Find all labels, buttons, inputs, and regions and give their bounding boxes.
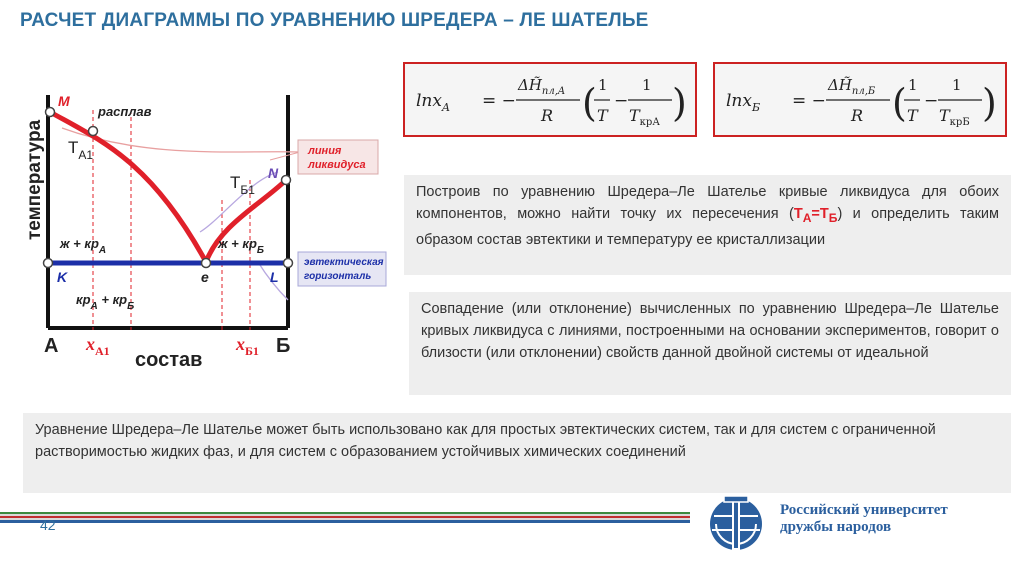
university-name-line1: Российский университет: [780, 502, 948, 518]
svg-text:ΔH̃пл,Б: $\Delta H̃_{пл,Б}$: [828, 75, 876, 97]
footer-stripe-green: [0, 512, 690, 514]
text-block-1-part2: ) и определить таким образом состав эвтектики и температуру ее кристаллизации: [416, 206, 999, 248]
svg-text:lnxA: lnx$_A$: [416, 90, 450, 114]
svg-text:= −: = −: [482, 90, 516, 111]
ta1-label: $T_{А1}$: [68, 138, 94, 162]
liquidus-callout-text-1: линия: [308, 145, 342, 157]
university-name-line2: дружбы народов: [780, 519, 892, 535]
formula-b-box: [713, 62, 1007, 137]
point-k-marker: [44, 259, 53, 268]
y-axis-label: температура: [24, 119, 45, 240]
svg-text:−: −: [614, 90, 629, 111]
svg-text:1: 1: [908, 75, 918, 94]
text-block-1: [404, 175, 1011, 275]
svg-text:(: (: [582, 80, 597, 125]
svg-text:TкрА: $T_{крА}$: [629, 105, 660, 128]
svg-text:(: (: [892, 80, 907, 125]
eutectic-callout-text-2: горизонталь: [304, 271, 372, 282]
region-right-label: $ж + кр_Б$: [218, 236, 265, 256]
tb1-label: $T_{Б1}$: [230, 173, 255, 197]
formula-b: [720, 66, 1000, 134]
footer-stripes: [0, 512, 690, 524]
point-e-label: e: [201, 269, 209, 285]
formula-a-box: [403, 62, 697, 137]
text-block-1-part1: Построив по уравнению Шредера–Ле Шателье кривые ликвидуса для обоих компонентов, можно найти точку их пересечения (: [416, 184, 999, 222]
svg-text:= −: = −: [792, 90, 826, 111]
phase-diagram: [0, 80, 400, 390]
point-l-marker: [284, 259, 293, 268]
liquidus-callout: [298, 140, 378, 174]
svg-text:R: R: [541, 105, 554, 125]
page-number: 42: [40, 517, 56, 533]
liquidus-callout-leader: [270, 152, 300, 160]
svg-text:−: −: [924, 90, 939, 111]
point-k-label: K: [57, 269, 68, 285]
svg-text:): ): [982, 80, 997, 125]
footer-stripe-grey-1: [0, 514, 690, 516]
footer-stripe-blue: [0, 520, 690, 523]
svg-text:1: 1: [952, 75, 962, 94]
region-bottom-label: $кр_А + кр_Б$: [76, 292, 135, 312]
component-a-label: А: [44, 335, 59, 357]
footer-stripe-grey-2: [0, 518, 690, 520]
svg-text:1: 1: [598, 75, 608, 94]
eutectic-callout: [298, 252, 386, 286]
text-block-2: Совпадение (или отклонение) вычисленных по уравнению Шредера–Ле Шателье кривых ликвидуса с линиями, построенными на основании экспериментов, говорит о близости (или отклонении) свойств данной двойной системы от идеальной: [409, 292, 1011, 395]
svg-text:T: T: [907, 105, 918, 125]
svg-text:T: T: [597, 105, 608, 125]
university-name: [780, 502, 948, 536]
svg-text:ΔH̃пл,A: $\Delta H̃_{пл,A}$: [518, 75, 566, 97]
component-b-label: Б: [276, 335, 291, 357]
svg-text:): ): [672, 80, 687, 125]
melt-label: расплав: [98, 104, 152, 119]
text-block-3: Уравнение Шредера–Ле Шателье может быть использовано как для простых эвтектических систем, так и для систем с ограниченной растворимостью жидких фаз, и для систем с образованием устойчивых химических соединений: [23, 413, 1011, 493]
eutectic-callout-text-1: эвтектическая: [304, 257, 384, 268]
point-ta1-marker: [89, 127, 98, 136]
point-n-label: N: [268, 165, 279, 181]
svg-text:lnxБ: lnx$_Б$: [726, 90, 761, 114]
region-left-label: $ж + кр_А$: [60, 236, 107, 256]
svg-text:TкрБ: $T_{крБ}$: [939, 105, 970, 128]
x-axis-label: состав: [135, 349, 203, 371]
point-n-marker: [282, 176, 291, 185]
svg-text:1: 1: [642, 75, 652, 94]
university-logo: [706, 492, 770, 554]
liquidus-callout-text-2: ликвидуса: [308, 159, 366, 171]
point-m-label: M: [58, 93, 70, 109]
xb1-label: $x_{Б1}$: [236, 334, 259, 358]
ta-eq-tb-highlight: $T_А=T_Б$: [793, 206, 838, 225]
point-l-label: L: [270, 269, 279, 285]
slide-title: РАСЧЕТ ДИАГРАММЫ ПО УРАВНЕНИЮ ШРЕДЕРА – ЛЕ ШАТЕЛЬЕ: [20, 10, 649, 31]
point-m-marker: [46, 108, 55, 117]
xa1-label: $x_{А1}$: [86, 334, 110, 358]
point-e-marker: [202, 259, 211, 268]
formula-a: [410, 66, 690, 134]
svg-text:R: R: [851, 105, 864, 125]
footer-stripe-red: [0, 516, 690, 518]
